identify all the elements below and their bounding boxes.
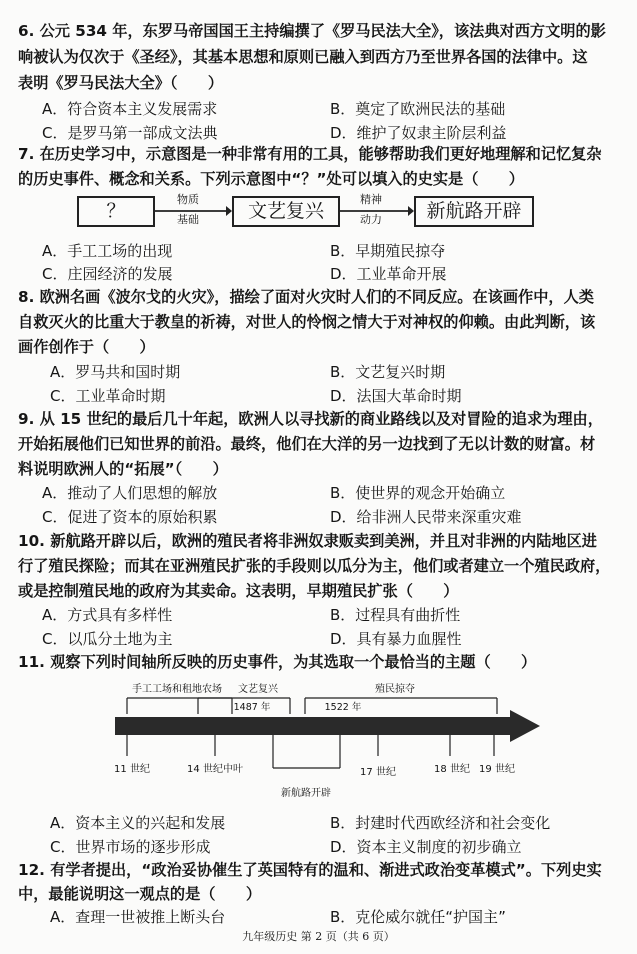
q10-stem-line-2: 行了殖民探险；而其在亚洲殖民扩张的手段则以瓜分为主，他们或者建立一个殖民政府， xyxy=(18,557,611,575)
timeline-label-renaissance: 文艺复兴 xyxy=(238,684,278,695)
q10-stem-line-1: 10. 新航路开辟以后，欧洲的殖民者将非洲奴隶贩卖到美洲，并且对非洲的内陆地区进 xyxy=(18,532,597,550)
q7-option-b[interactable]: B．早期殖民掠夺 xyxy=(330,242,446,260)
q8-stem-line-2: 自救灭火的比重大于教皇的祈祷，对世人的怜悯之情大于对神权的仰赖。由此判断，该 xyxy=(18,313,596,331)
q10-stem-line-3: 或是控制殖民地的政府为其卖命。这表明，早期殖民扩张（ ） xyxy=(18,582,459,600)
diagram-arrow-2-bottom-label: 动力 xyxy=(360,213,382,226)
q7-option-a[interactable]: A．手工工场的出现 xyxy=(42,242,173,260)
q9-option-c[interactable]: C．促进了资本的原始积累 xyxy=(42,508,218,526)
q8-option-d[interactable]: D．法国大革命时期 xyxy=(330,387,462,405)
q11-stem-line-1: 11. 观察下列时间轴所反映的历史事件，为其选取一个最恰当的主题（ ） xyxy=(18,653,537,671)
timeline-label-workshop: 手工工场和租地农场 xyxy=(132,684,222,695)
q6-stem-line-3: 表明《罗马民法大全》（ ） xyxy=(18,74,224,92)
q7-option-d[interactable]: D．工业革命开展 xyxy=(330,265,447,283)
q12-stem-line-1: 12. 有学者提出，“政治妥协催生了英国特有的温和、渐进式政治变革模式”。下列史实 xyxy=(18,861,602,879)
q9-option-a[interactable]: A．推动了人们思想的解放 xyxy=(42,484,218,502)
diagram-arrow-1-top-label: 物质 xyxy=(177,193,199,206)
timeline-tick-18-label: 18 世纪 xyxy=(434,764,470,775)
q12-option-a[interactable]: A．查理一世被推上断头台 xyxy=(50,908,226,926)
q10-option-c[interactable]: C．以瓜分土地为主 xyxy=(42,630,173,648)
q7-stem-line-2: 的历史事件、概念和关系。下列示意图中“？”处可以填入的史实是（ ） xyxy=(18,170,524,188)
diagram-arrow-1-bottom-label: 基础 xyxy=(177,213,199,226)
q7-stem-line-1: 7. 在历史学习中，示意图是一种非常有用的工具，能够帮助我们更好地理解和记忆复杂 xyxy=(18,145,602,163)
timeline-tick-14-label: 14 世纪中叶 xyxy=(187,764,243,775)
q11-timeline xyxy=(0,676,637,806)
q10-option-a[interactable]: A．方式具有多样性 xyxy=(42,606,173,624)
timeline-label-routes: 新航路开辟 xyxy=(281,788,331,799)
q8-option-c[interactable]: C．工业革命时期 xyxy=(50,387,166,405)
timeline-year-1522: 1522 年 xyxy=(324,702,362,713)
q6-option-b[interactable]: B．奠定了欧洲民法的基础 xyxy=(330,100,506,118)
q11-option-b[interactable]: B．封建时代西欧经济和社会变化 xyxy=(330,814,551,832)
q9-option-b[interactable]: B．使世界的观念开始确立 xyxy=(330,484,506,502)
timeline-year-1487: 1487 年 xyxy=(233,702,271,713)
q6-option-d[interactable]: D．维护了奴隶主阶层利益 xyxy=(330,124,507,142)
diagram-box-new-routes: 新航路开辟 xyxy=(414,196,534,227)
q11-option-d[interactable]: D．资本主义制度的初步确立 xyxy=(330,838,522,856)
page-footer: 九年级历史 第 2 页（共 6 页） xyxy=(242,930,395,943)
diagram-arrows xyxy=(0,0,637,240)
diagram-box-unknown: ？ xyxy=(77,196,155,227)
q6-stem-line-2: 响被认为仅次于《圣经》，其基本思想和原则已融入到西方乃至世界各国的法律中。这 xyxy=(18,48,588,66)
q12-stem-line-2: 中，最能说明这一观点的是（ ） xyxy=(18,885,261,903)
timeline-arrow xyxy=(115,710,540,742)
q7-option-c[interactable]: C．庄园经济的发展 xyxy=(42,265,173,283)
q6-option-a[interactable]: A．符合资本主义发展需求 xyxy=(42,100,218,118)
diagram-box-renaissance: 文艺复兴 xyxy=(232,196,340,227)
q6-option-c[interactable]: C．是罗马第一部成文法典 xyxy=(42,124,218,142)
q9-stem-line-3: 料说明欧洲人的“拓展”（ ） xyxy=(18,460,228,478)
timeline-label-colonial: 殖民掠夺 xyxy=(375,684,415,695)
diagram-arrow-1-head xyxy=(226,206,232,216)
timeline-tick-19-label: 19 世纪 xyxy=(479,764,515,775)
q9-stem-line-2: 开始拓展他们已知世界的前沿。最终，他们在大洋的另一边找到了无以计数的财富。材 xyxy=(18,435,596,453)
q11-option-a[interactable]: A．资本主义的兴起和发展 xyxy=(50,814,226,832)
q8-option-b[interactable]: B．文艺复兴时期 xyxy=(330,363,446,381)
diagram-arrow-2-head xyxy=(408,206,414,216)
q10-option-d[interactable]: D．具有暴力血腥性 xyxy=(330,630,462,648)
q9-stem-line-1: 9. 从 15 世纪的最后几十年起，欧洲人以寻找新的商业路线以及对冒险的追求为理由， xyxy=(18,410,603,428)
q8-stem-line-3: 画作创作于（ ） xyxy=(18,338,155,356)
q9-option-d[interactable]: D．给非洲人民带来深重灾难 xyxy=(330,508,522,526)
diagram-arrow-2-top-label: 精神 xyxy=(360,193,382,206)
q11-option-c[interactable]: C．世界市场的逐步形成 xyxy=(50,838,211,856)
timeline-tick-17-label: 17 世纪 xyxy=(360,767,396,778)
q10-option-b[interactable]: B．过程具有曲折性 xyxy=(330,606,461,624)
timeline-tick-11-label: 11 世纪 xyxy=(114,764,150,775)
q8-stem-line-1: 8. 欧洲名画《波尔戈的火灾》，描绘了面对火灾时人们的不同反应。在该画作中，人类 xyxy=(18,288,594,306)
q8-option-a[interactable]: A．罗马共和国时期 xyxy=(50,363,181,381)
q6-stem-line-1: 6. 公元 534 年，东罗马帝国国王主持编撰了《罗马民法大全》，该法典对西方文明的影 xyxy=(18,22,606,40)
q12-option-b[interactable]: B．克伦威尔就任“护国主” xyxy=(330,908,506,926)
